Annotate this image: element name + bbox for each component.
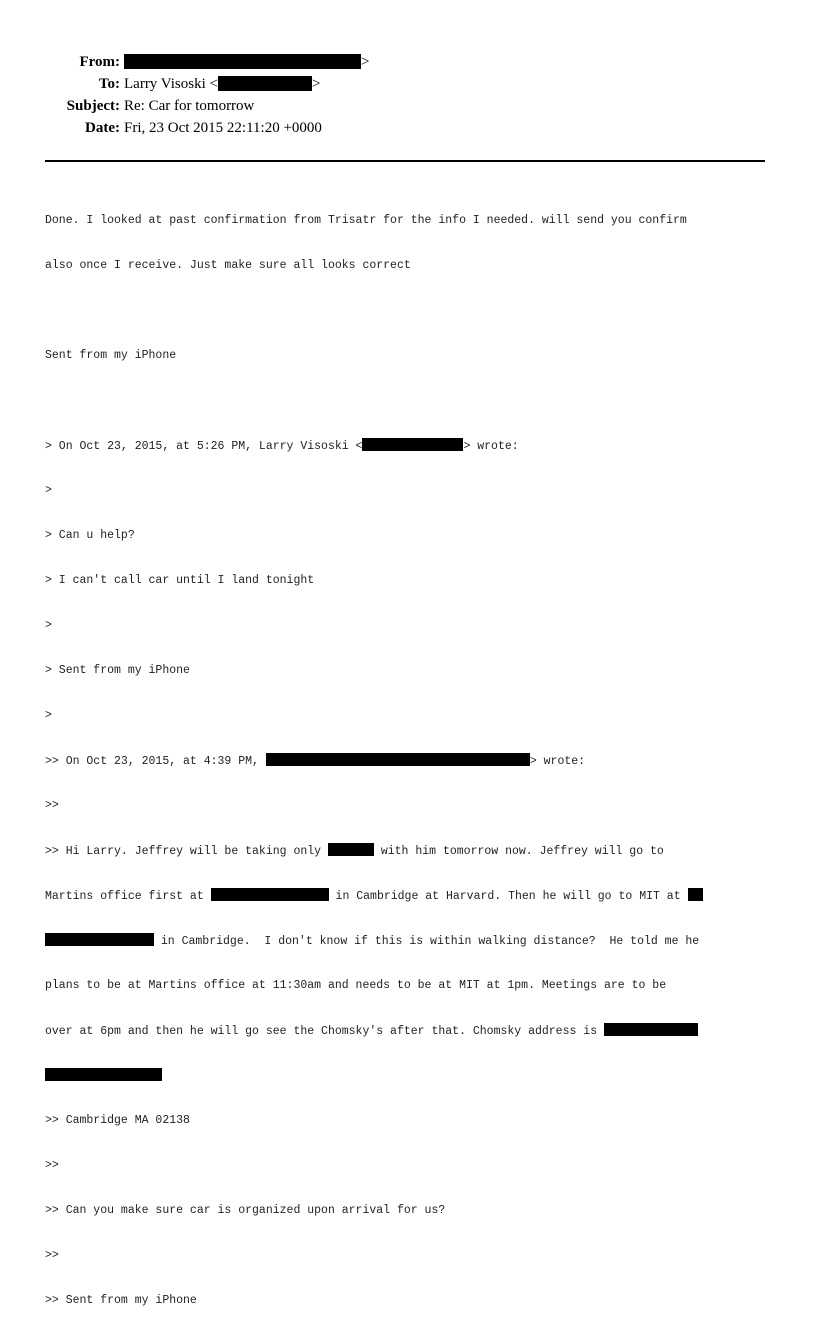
to-label: To: <box>98 76 120 92</box>
redaction-block <box>328 843 374 856</box>
quote-line: > <box>45 619 52 632</box>
redaction-block <box>604 1023 698 1036</box>
quote-line: >> <box>45 1159 59 1172</box>
quote-line: > <box>45 484 52 497</box>
blank-line <box>45 303 775 318</box>
quote-line: >> <box>45 1249 59 1262</box>
to-value <box>124 76 320 93</box>
body-line: also once I receive. Just make sure all looks correct <box>45 259 411 272</box>
quote-line: > Sent from my iPhone <box>45 664 190 677</box>
quote-line: >> Sent from my iPhone <box>45 1294 197 1307</box>
quote-text: over at 6pm and then he will go see the Chomsky's after that. Chomsky address is <box>45 1025 604 1038</box>
quote-attribution-suffix: > wrote: <box>463 440 519 453</box>
nested-attribution-suffix: > wrote: <box>529 755 586 768</box>
redaction-block <box>124 54 361 69</box>
body-line: Done. I looked at past confirmation from Trisatr for the info I needed. will send you confirm <box>45 214 687 227</box>
quote-attribution <box>45 438 775 453</box>
email-body <box>45 183 775 1323</box>
from-row <box>0 52 816 74</box>
redaction-block <box>45 933 154 946</box>
quote-line: > I can't call car until I land tonight <box>45 574 315 587</box>
quote-line: >> <box>45 799 59 812</box>
date-label: Date: <box>85 120 120 136</box>
redaction-block <box>362 438 463 451</box>
header-divider <box>45 160 765 162</box>
to-suffix: > <box>311 76 321 92</box>
quote-text: in Cambridge. I don't know if this is within walking distance? He told me he <box>154 935 700 948</box>
redaction-block <box>211 888 329 901</box>
quote-line <box>45 933 775 948</box>
quote-text: >> Hi Larry. Jeffrey will be taking only <box>45 845 328 858</box>
quote-line: plans to be at Martins office at 11:30am and needs to be at MIT at 1pm. Meetings are to be <box>45 979 667 992</box>
quote-text: in Cambridge at Harvard. Then he will go to MIT at <box>328 890 688 903</box>
nested-quote-attribution <box>45 753 775 768</box>
quote-line: >> Cambridge MA 02138 <box>45 1114 190 1127</box>
redaction-block <box>218 76 312 91</box>
subject-label: Subject: <box>66 98 120 114</box>
subject-row <box>0 96 816 118</box>
redaction-block <box>45 1068 162 1081</box>
blank-line <box>45 393 775 408</box>
date-row <box>0 118 816 140</box>
quote-text: Martins office first at <box>45 890 211 903</box>
from-value <box>124 54 369 71</box>
quote-line: >> Can you make sure car is organized upon arrival for us? <box>45 1204 446 1217</box>
subject-value: Re: Car for tomorrow <box>124 98 255 114</box>
date-value: Fri, 23 Oct 2015 22:11:20 +0000 <box>124 120 322 136</box>
quote-line <box>45 1023 775 1038</box>
from-suffix: > <box>361 54 370 70</box>
email-header <box>0 52 816 140</box>
from-label: From: <box>79 54 120 70</box>
quote-line <box>45 888 775 903</box>
quote-line: > Can u help? <box>45 529 135 542</box>
quote-line <box>45 1068 775 1083</box>
to-row <box>0 74 816 96</box>
signature-line: Sent from my iPhone <box>45 349 177 362</box>
quote-line <box>45 843 775 858</box>
redaction-block <box>688 888 703 901</box>
quote-text: with him tomorrow now. Jeffrey will go to <box>373 845 664 858</box>
to-name: Larry Visoski < <box>124 76 218 92</box>
redaction-block <box>266 753 530 766</box>
quote-attribution-text: > On Oct 23, 2015, at 5:26 PM, Larry Visoski < <box>45 440 363 453</box>
nested-attribution-text: >> On Oct 23, 2015, at 4:39 PM, <box>45 755 266 768</box>
quote-line: > <box>45 709 52 722</box>
